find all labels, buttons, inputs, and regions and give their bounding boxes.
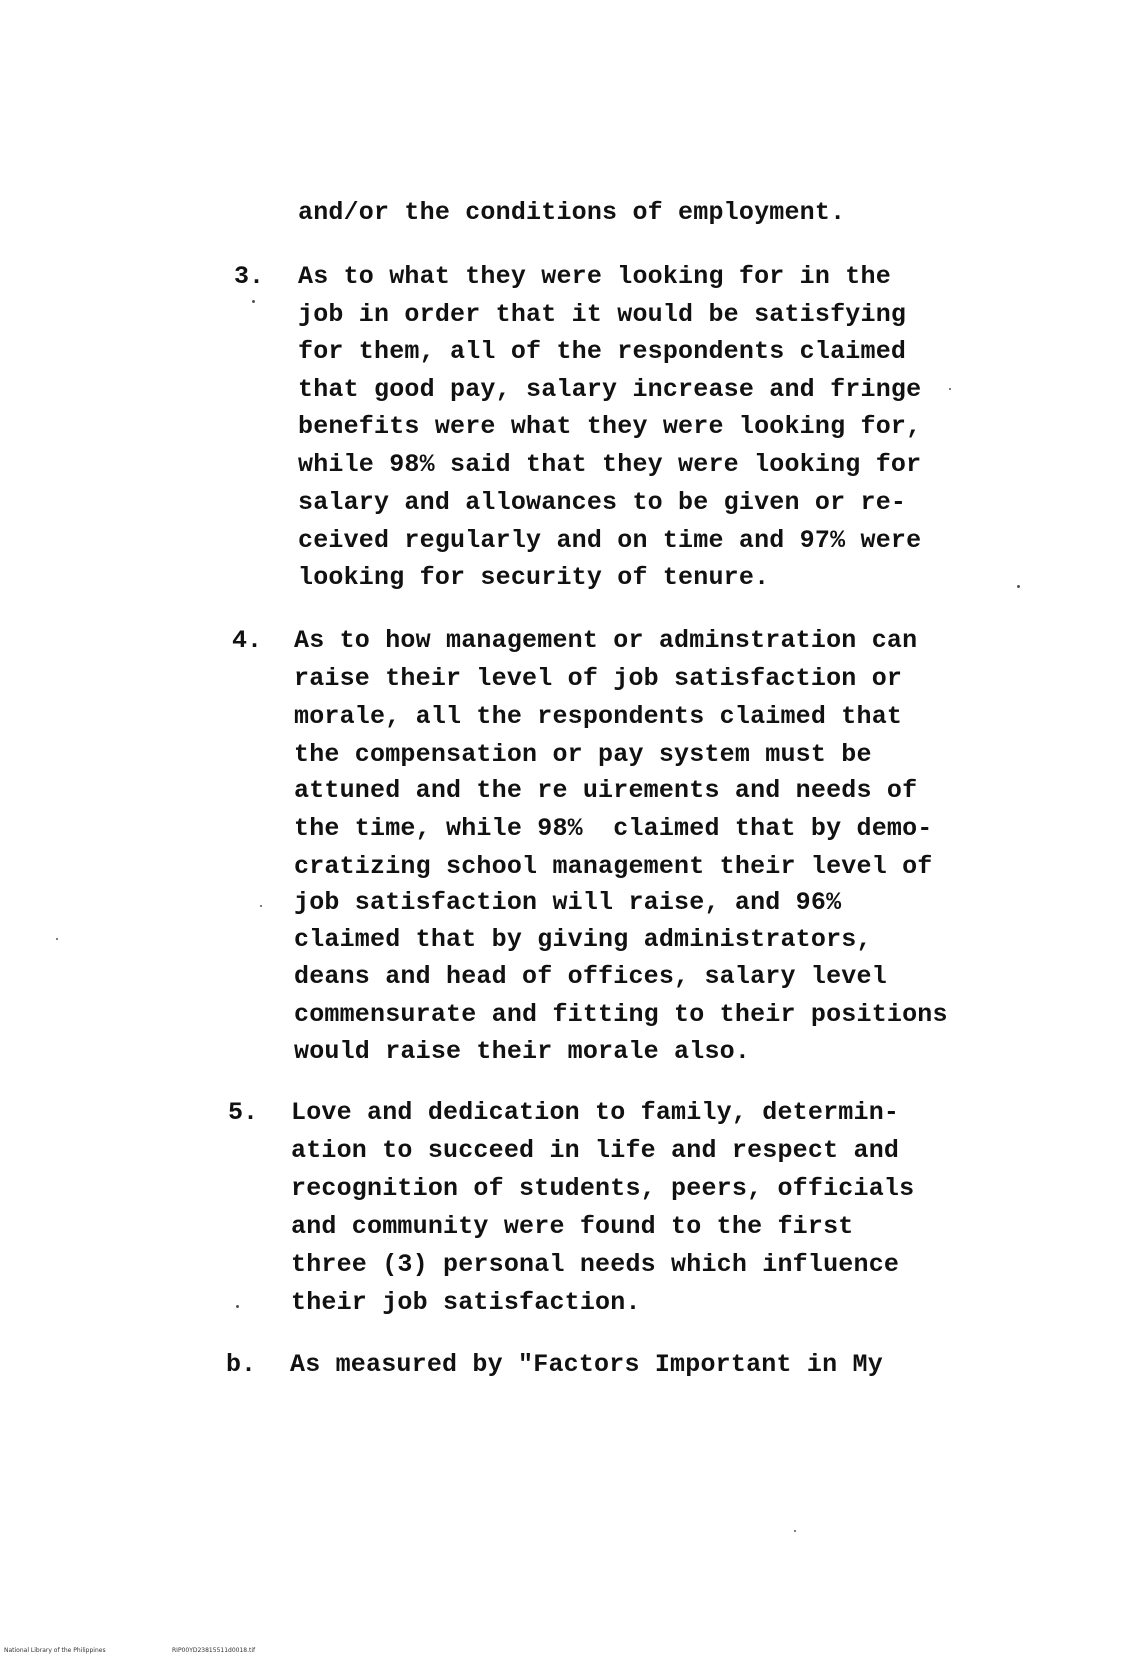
scan-speck [56, 938, 58, 940]
scan-speck [260, 905, 262, 907]
footer-source-label: National Library of the Philippines [4, 1647, 106, 1654]
item-4-marker: 4. [232, 626, 263, 655]
text-line: cratizing school management their level of [294, 852, 933, 881]
text-line: morale, all the respondents claimed that [294, 702, 903, 731]
text-line: the compensation or pay system must be [294, 740, 872, 769]
scan-speck [794, 1530, 796, 1532]
text-line: for them, all of the respondents claimed [298, 337, 907, 366]
text-line: ation to succeed in life and respect and [291, 1136, 900, 1165]
text-line: deans and head of offices, salary level [294, 962, 887, 991]
text-line: commensurate and fitting to their positions [294, 1000, 948, 1029]
text-line: would raise their morale also. [294, 1037, 751, 1066]
continuation-line: and/or the conditions of employment. [298, 198, 846, 227]
text-line: and community were found to the first [291, 1212, 854, 1241]
footer-file-label: RIP00YD23815511d0018.tif [172, 1647, 256, 1654]
text-line: raise their level of job satisfaction or [294, 664, 903, 693]
item-b-marker: b. [226, 1350, 257, 1379]
text-line: that good pay, salary increase and fringe [298, 375, 922, 404]
item-3-marker: 3. [234, 262, 265, 291]
text-line: job in order that it would be satisfying [298, 300, 907, 329]
text-line: their job satisfaction. [291, 1288, 641, 1317]
text-line: As measured by "Factors Important in My [290, 1350, 883, 1379]
text-line: claimed that by giving administrators, [294, 925, 872, 954]
text-line: ceived regularly and on time and 97% were [298, 526, 922, 555]
scan-speck [949, 388, 951, 390]
text-line: benefits were what they were looking for, [298, 412, 922, 441]
text-line: looking for security of tenure. [298, 563, 770, 592]
text-line: As to how management or adminstration can [294, 626, 918, 655]
text-line: attuned and the re uirements and needs of [294, 776, 918, 805]
item-5-marker: 5. [228, 1098, 259, 1127]
text-line: job satisfaction will raise, and 96% [294, 888, 842, 917]
scan-speck [236, 1305, 239, 1308]
text-line: three (3) personal needs which influence [291, 1250, 900, 1279]
scan-speck [1017, 585, 1020, 588]
text-line: salary and allowances to be given or re- [298, 488, 907, 517]
scan-speck [252, 300, 255, 303]
text-line: the time, while 98% claimed that by demo- [294, 814, 933, 843]
text-line: Love and dedication to family, determin- [291, 1098, 900, 1127]
text-line: recognition of students, peers, officials [291, 1174, 915, 1203]
text-line: As to what they were looking for in the [298, 262, 891, 291]
text-line: while 98% said that they were looking for [298, 450, 922, 479]
